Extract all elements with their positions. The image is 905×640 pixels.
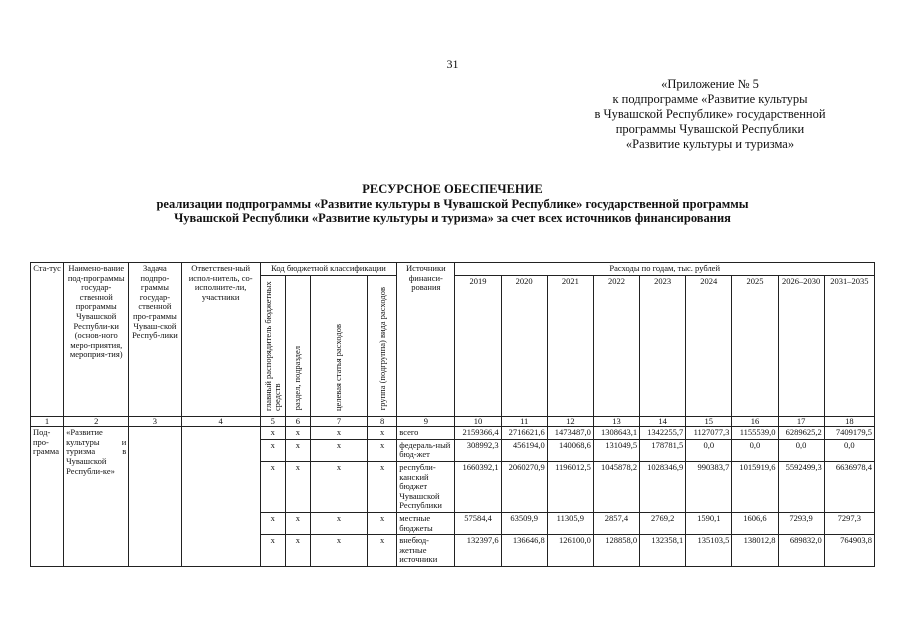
page-number: 31 bbox=[446, 57, 459, 71]
value-cell: 126100,0 bbox=[547, 535, 593, 567]
header-code-main-manager bbox=[260, 275, 285, 417]
value-cell: 1606,6 bbox=[732, 512, 778, 534]
executor-cell bbox=[181, 427, 260, 567]
column-number: 13 bbox=[593, 417, 639, 427]
column-number: 10 bbox=[455, 417, 501, 427]
table-header-row bbox=[31, 263, 875, 276]
column-number: 6 bbox=[285, 417, 310, 427]
value-cell: 456194,0 bbox=[501, 439, 547, 461]
column-number: 12 bbox=[547, 417, 593, 427]
appendix-line: «Развитие культуры и туризма» bbox=[625, 137, 795, 151]
header-year: 2031–2035 bbox=[824, 275, 874, 417]
column-number: 16 bbox=[732, 417, 778, 427]
value-cell: 1155539,0 bbox=[732, 427, 778, 440]
column-number: 8 bbox=[368, 417, 397, 427]
appendix-line: в Чувашской Республике» государственной bbox=[594, 107, 826, 121]
title-heading: РЕСУРСНОЕ ОБЕСПЕЧЕНИЕ bbox=[362, 182, 543, 196]
code-cell: x bbox=[260, 512, 285, 534]
value-cell: 1590,1 bbox=[686, 512, 732, 534]
task-cell bbox=[129, 427, 181, 567]
value-cell: 1660392,1 bbox=[455, 461, 501, 512]
header-year: 2019 bbox=[455, 275, 501, 417]
code-cell: x bbox=[310, 427, 367, 440]
column-number: 9 bbox=[397, 417, 455, 427]
code-cell: x bbox=[310, 535, 367, 567]
code-cell: x bbox=[260, 427, 285, 440]
value-cell: 6289625,2 bbox=[778, 427, 824, 440]
status-cell: Под-про-грамма bbox=[31, 427, 64, 567]
value-cell: 2857,4 bbox=[593, 512, 639, 534]
header-code-label: главный распорядитель бюджетных средств bbox=[262, 280, 282, 411]
program-name-cell: «Развитие культуры и туризма в Чувашской Республи-ке» bbox=[64, 427, 129, 567]
value-cell: 1342255,7 bbox=[640, 427, 686, 440]
column-number: 14 bbox=[640, 417, 686, 427]
value-cell: 131049,5 bbox=[593, 439, 639, 461]
value-cell: 0,0 bbox=[824, 439, 874, 461]
header-budget-code: Код бюджетной классификации bbox=[260, 263, 396, 276]
code-cell: x bbox=[368, 512, 397, 534]
header-sources: Источники финанси-рования bbox=[397, 263, 455, 417]
value-cell: 990383,7 bbox=[686, 461, 732, 512]
code-cell: x bbox=[368, 535, 397, 567]
appendix-line: программы Чувашской Республики bbox=[615, 122, 805, 136]
title-subtitle-line: Чувашской Республики «Развитие культуры и туризма» за счет всех источников финансирования bbox=[174, 211, 731, 225]
code-cell: x bbox=[260, 461, 285, 512]
source-cell: республи-канский бюджет Чувашской Республики bbox=[397, 461, 455, 512]
value-cell: 132358,1 bbox=[640, 535, 686, 567]
document-title bbox=[0, 182, 905, 226]
value-cell: 1473487,0 bbox=[547, 427, 593, 440]
code-cell: x bbox=[368, 439, 397, 461]
value-cell: 63509,9 bbox=[501, 512, 547, 534]
source-cell: местные бюджеты bbox=[397, 512, 455, 534]
source-cell: всего bbox=[397, 427, 455, 440]
column-number: 11 bbox=[501, 417, 547, 427]
value-cell: 135103,5 bbox=[686, 535, 732, 567]
value-cell: 132397,6 bbox=[455, 535, 501, 567]
header-year: 2026–2030 bbox=[778, 275, 824, 417]
column-number: 18 bbox=[824, 417, 874, 427]
code-cell: x bbox=[368, 427, 397, 440]
value-cell: 128858,0 bbox=[593, 535, 639, 567]
code-cell: x bbox=[285, 512, 310, 534]
value-cell: 2060270,9 bbox=[501, 461, 547, 512]
appendix-note bbox=[560, 77, 860, 152]
value-cell: 1308643,1 bbox=[593, 427, 639, 440]
value-cell: 0,0 bbox=[686, 439, 732, 461]
title-subtitle-line: реализации подпрограммы «Развитие культуры в Чувашской Республике» государственной программы bbox=[156, 196, 749, 211]
header-code-label: группа (подгруппа) вида расходов bbox=[376, 287, 387, 411]
value-cell: 6636978,4 bbox=[824, 461, 874, 512]
header-year: 2023 bbox=[640, 275, 686, 417]
code-cell: x bbox=[260, 439, 285, 461]
header-year: 2022 bbox=[593, 275, 639, 417]
value-cell: 689832,0 bbox=[778, 535, 824, 567]
value-cell: 5592499,3 bbox=[778, 461, 824, 512]
value-cell: 1127077,3 bbox=[686, 427, 732, 440]
value-cell: 1028346,9 bbox=[640, 461, 686, 512]
value-cell: 0,0 bbox=[732, 439, 778, 461]
value-cell: 1015919,6 bbox=[732, 461, 778, 512]
header-name: Наимено-вание под-программы государ-ственной программы Чувашской Республи-ки (основ-ного меро-приятия, мероприя-тия) bbox=[64, 263, 129, 417]
value-cell: 1196012,5 bbox=[547, 461, 593, 512]
header-year: 2021 bbox=[547, 275, 593, 417]
value-cell: 57584,4 bbox=[455, 512, 501, 534]
header-code-label: раздел, подраздел bbox=[292, 346, 303, 411]
header-code-section bbox=[285, 275, 310, 417]
header-year: 2025 bbox=[732, 275, 778, 417]
value-cell: 136646,8 bbox=[501, 535, 547, 567]
value-cell: 308992,3 bbox=[455, 439, 501, 461]
code-cell: x bbox=[285, 427, 310, 440]
code-cell: x bbox=[260, 535, 285, 567]
value-cell: 0,0 bbox=[778, 439, 824, 461]
value-cell: 7409179,5 bbox=[824, 427, 874, 440]
value-cell: 2769,2 bbox=[640, 512, 686, 534]
source-cell: федераль-ный бюд-жет bbox=[397, 439, 455, 461]
code-cell: x bbox=[310, 461, 367, 512]
column-number-row bbox=[31, 417, 875, 427]
source-cell: внебюд-жетные источники bbox=[397, 535, 455, 567]
header-year: 2020 bbox=[501, 275, 547, 417]
value-cell: 138012,8 bbox=[732, 535, 778, 567]
code-cell: x bbox=[285, 461, 310, 512]
header-year: 2024 bbox=[686, 275, 732, 417]
value-cell: 140068,6 bbox=[547, 439, 593, 461]
resource-table bbox=[30, 262, 875, 567]
column-number: 15 bbox=[686, 417, 732, 427]
column-number: 4 bbox=[181, 417, 260, 427]
code-cell: x bbox=[285, 439, 310, 461]
value-cell: 2716621,6 bbox=[501, 427, 547, 440]
header-code-target-article bbox=[310, 275, 367, 417]
value-cell: 2159366,4 bbox=[455, 427, 501, 440]
header-executor: Ответствен-ный испол-нитель, со-исполните-ли, участники bbox=[181, 263, 260, 417]
column-number: 1 bbox=[31, 417, 64, 427]
value-cell: 7297,3 bbox=[824, 512, 874, 534]
code-cell: x bbox=[310, 439, 367, 461]
column-number: 2 bbox=[64, 417, 129, 427]
header-expenses: Расходы по годам, тыс. рублей bbox=[455, 263, 875, 276]
value-cell: 7293,9 bbox=[778, 512, 824, 534]
appendix-line: «Приложение № 5 bbox=[661, 77, 759, 91]
header-status: Ста-тус bbox=[31, 263, 64, 417]
column-number: 17 bbox=[778, 417, 824, 427]
value-cell: 764903,8 bbox=[824, 535, 874, 567]
value-cell: 11305,9 bbox=[547, 512, 593, 534]
value-cell: 178781,5 bbox=[640, 439, 686, 461]
column-number: 7 bbox=[310, 417, 367, 427]
code-cell: x bbox=[368, 461, 397, 512]
appendix-line: к подпрограмме «Развитие культуры bbox=[612, 92, 808, 106]
header-task: Задача подпро-граммы государ-ственной про-граммы Чуваш-ской Респуб-лики bbox=[129, 263, 181, 417]
code-cell: x bbox=[310, 512, 367, 534]
column-number: 3 bbox=[129, 417, 181, 427]
table-row bbox=[31, 427, 875, 440]
header-code-expense-group bbox=[368, 275, 397, 417]
column-number: 5 bbox=[260, 417, 285, 427]
value-cell: 1045878,2 bbox=[593, 461, 639, 512]
header-code-label: целевая статья расходов bbox=[333, 323, 344, 411]
code-cell: x bbox=[285, 535, 310, 567]
